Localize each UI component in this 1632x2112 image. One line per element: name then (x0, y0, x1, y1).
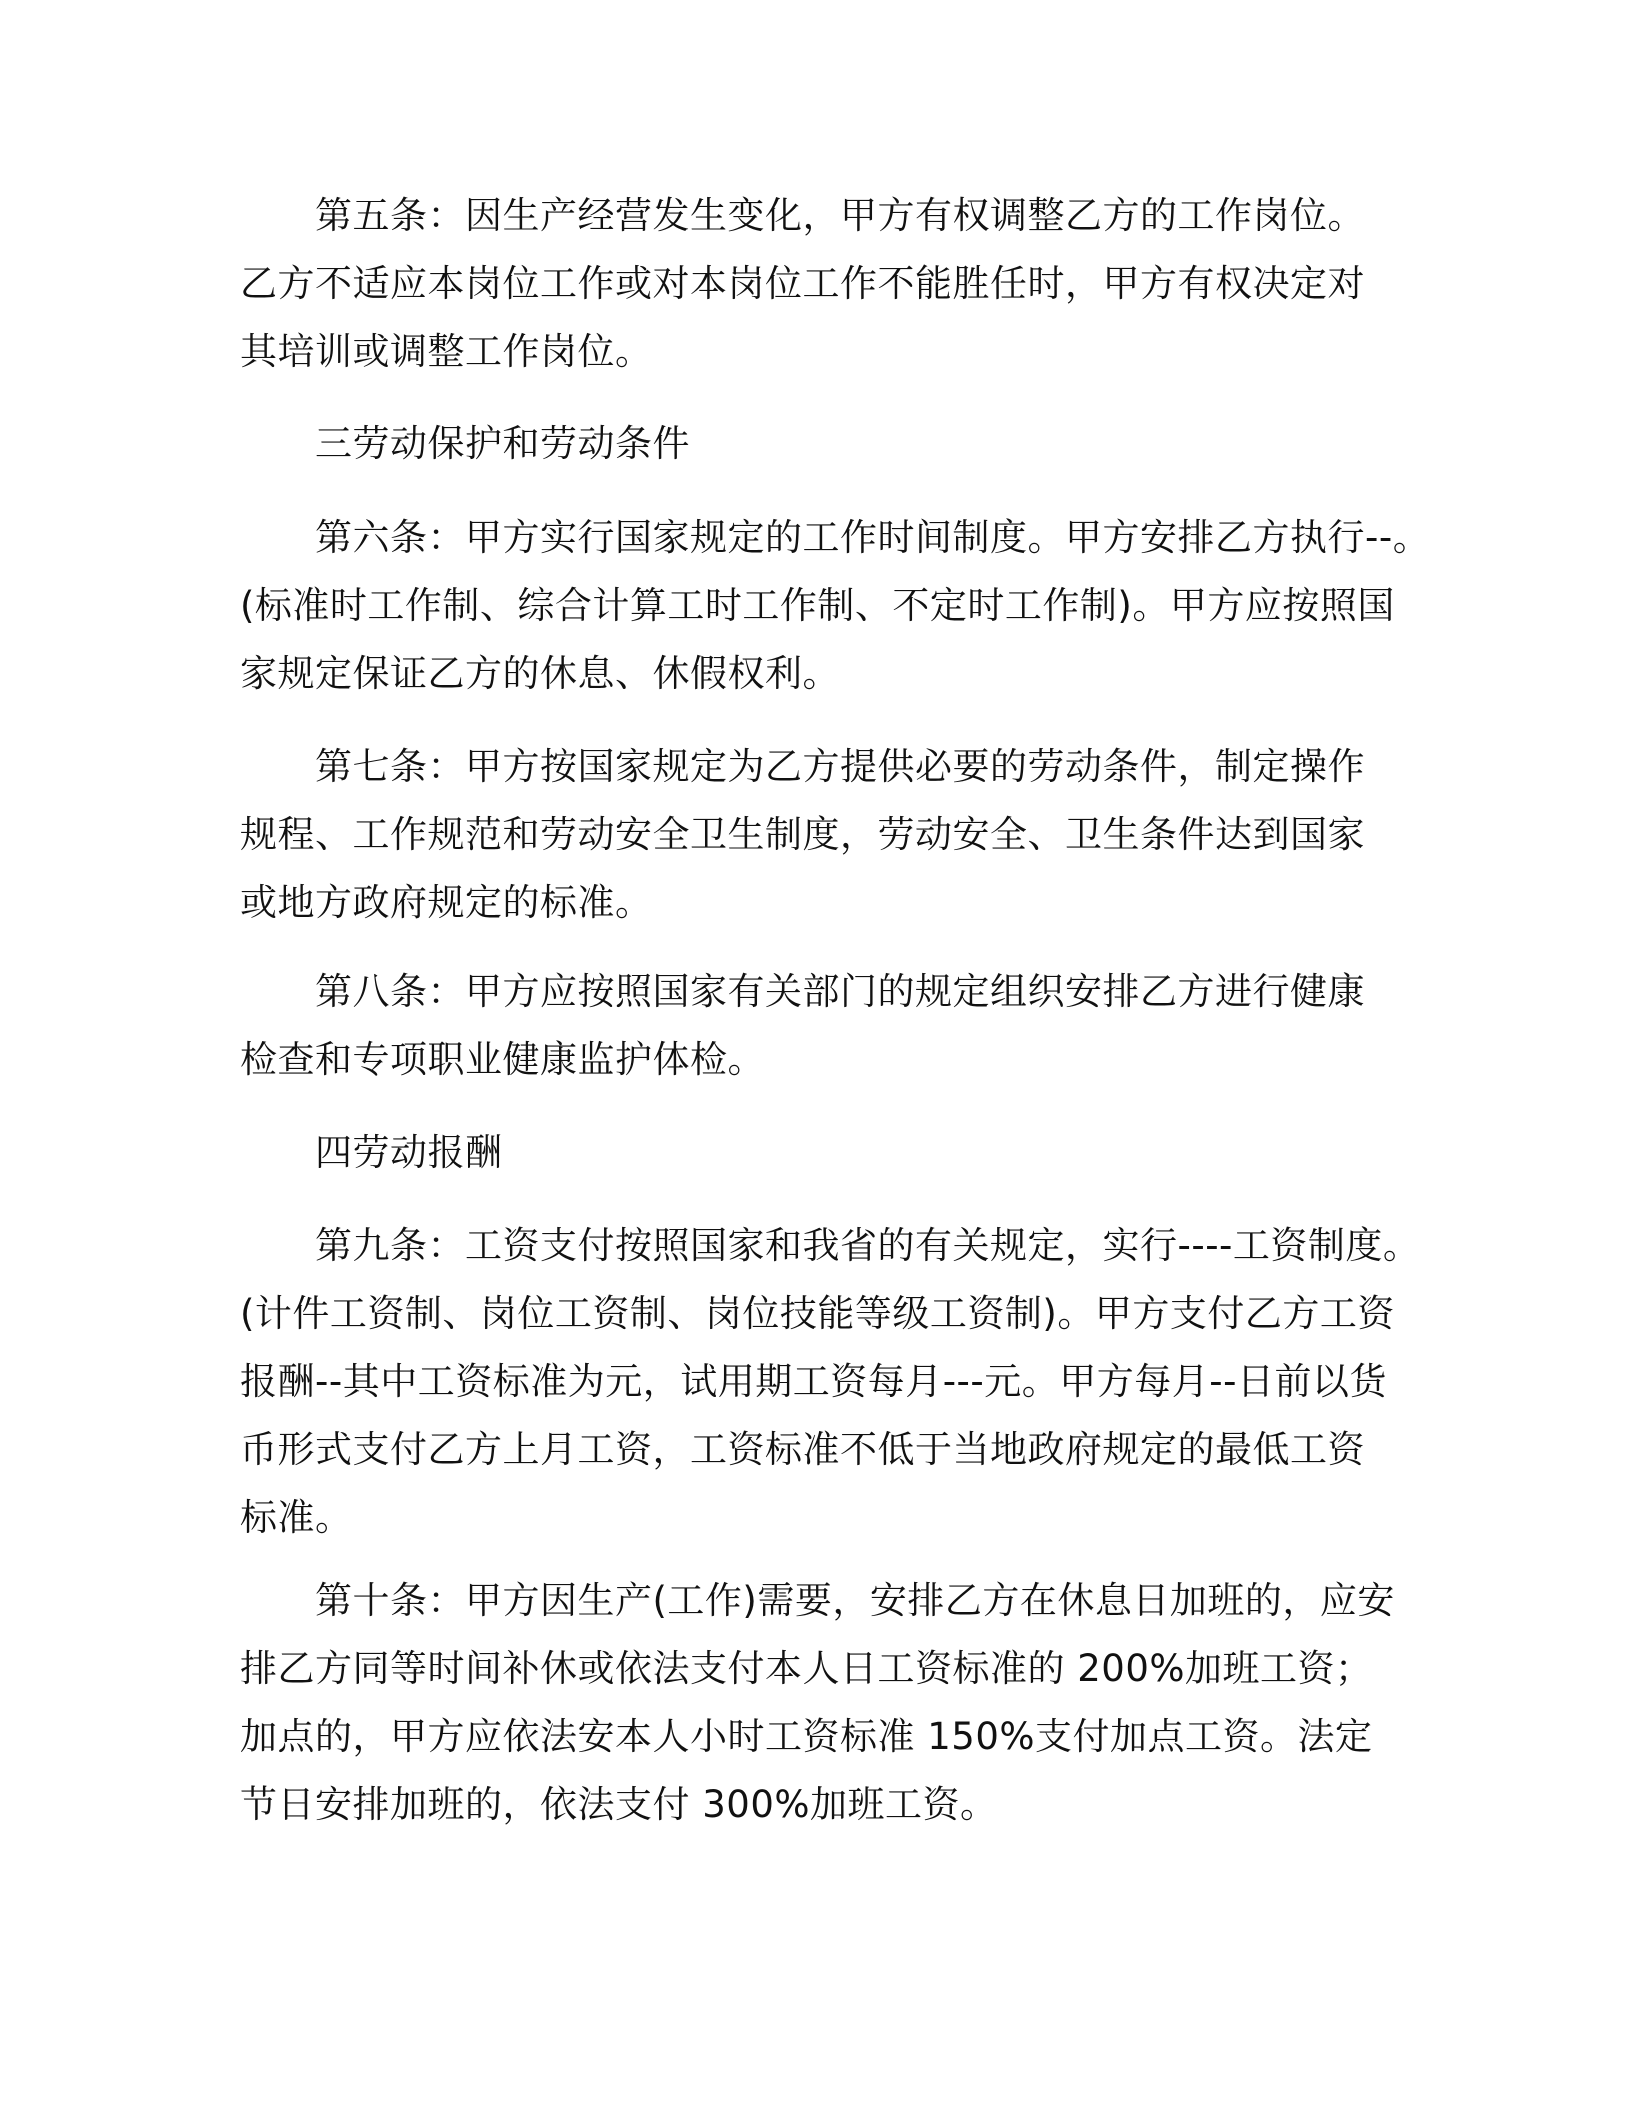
article-9-line-4: 币形式支付乙方上月工资，工资标准不低于当地政府规定的最低工资 (240, 1428, 1365, 1471)
article-6-line-3: 家规定保证乙方的休息、休假权利。 (240, 652, 840, 695)
section-4-heading: 四劳动报酬 (315, 1131, 503, 1174)
article-9-line-3: 报酬--其中工资标准为元，试用期工资每月---元。甲方每月--日前以货 (240, 1360, 1387, 1403)
article-7-line-1: 第七条：甲方按国家规定为乙方提供必要的劳动条件，制定操作 (315, 745, 1365, 788)
article-6-line-1: 第六条：甲方实行国家规定的工作时间制度。甲方安排乙方执行--。 (315, 516, 1431, 559)
article-10-line-1: 第十条：甲方因生产(工作)需要，安排乙方在休息日加班的，应安 (315, 1579, 1395, 1622)
article-5-line-2: 乙方不适应本岗位工作或对本岗位工作不能胜任时，甲方有权决定对 (240, 262, 1365, 305)
article-9-line-1: 第九条：工资支付按照国家和我省的有关规定，实行----工资制度。 (315, 1224, 1421, 1267)
article-7 (240, 733, 1420, 937)
article-5 (240, 182, 1420, 386)
article-8-line-2: 检查和专项职业健康监护体检。 (240, 1038, 765, 1081)
article-6 (240, 504, 1431, 708)
article-8-line-1: 第八条：甲方应按照国家有关部门的规定组织安排乙方进行健康 (315, 970, 1365, 1013)
article-10-line-4: 节日安排加班的，依法支付 300%加班工资。 (240, 1783, 998, 1826)
section-3-heading: 三劳动保护和劳动条件 (315, 422, 690, 465)
article-9-line-2: (计件工资制、岗位工资制、岗位技能等级工资制)。甲方支付乙方工资 (240, 1292, 1395, 1335)
article-10-line-3: 加点的，甲方应依法安本人小时工资标准 150%支付加点工资。法定 (240, 1715, 1373, 1758)
article-6-line-2: (标准时工作制、综合计算工时工作制、不定时工作制)。甲方应按照国 (240, 584, 1395, 627)
article-7-line-3: 或地方政府规定的标准。 (240, 881, 653, 924)
article-10-line-2: 排乙方同等时间补休或依法支付本人日工资标准的 200%加班工资； (240, 1647, 1373, 1690)
article-9 (240, 1212, 1420, 1552)
article-8 (240, 958, 1420, 1094)
article-9-line-5: 标准。 (240, 1496, 353, 1539)
article-5-line-1: 第五条：因生产经营发生变化，甲方有权调整乙方的工作岗位。 (315, 194, 1365, 237)
article-7-line-2: 规程、工作规范和劳动安全卫生制度，劳动安全、卫生条件达到国家 (240, 813, 1365, 856)
article-10 (240, 1567, 1420, 1839)
article-5-line-3: 其培训或调整工作岗位。 (240, 330, 653, 373)
